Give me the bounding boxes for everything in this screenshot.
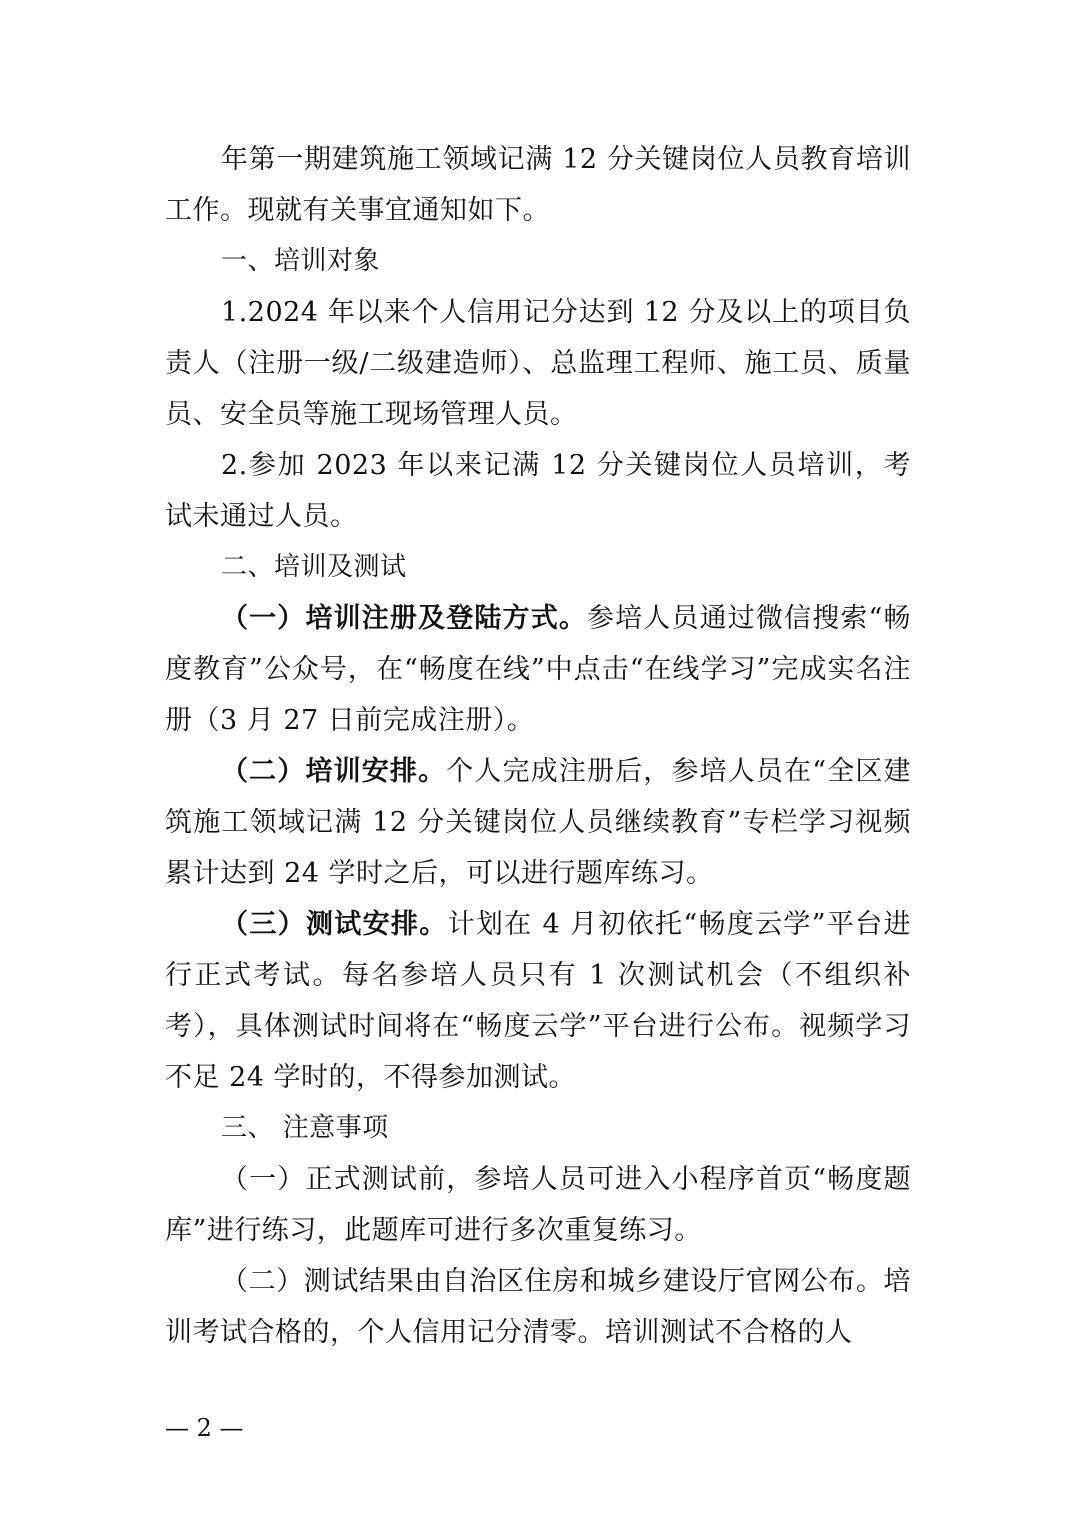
section-1-item-2: 2.参加 2023 年以来记满 12 分关键岗位人员培训，考试未通过人员。	[165, 450, 911, 532]
document-body	[165, 134, 911, 1358]
section-2-heading: 二、培训及测试	[221, 552, 407, 582]
section-2-item-1-lead: （一）培训注册及登陆方式。	[221, 603, 587, 634]
section-3-item-1: （一）正式测试前，参培人员可进入小程序首页“畅度题库”进行练习，此题库可进行多次重复练习。	[165, 1164, 911, 1246]
section-2-item-3	[165, 899, 911, 1103]
section-2-item-2-body: 个人完成注册后，参培人员在“全区建筑施工领域记满 12 分关键岗位人员继续教育”专栏学习视频累计达到 24 学时之后，可以进行题库练习。	[165, 756, 911, 889]
section-2-item-1-body: 参培人员通过微信搜索“畅度教育”公众号，在“畅度在线”中点击“在线学习”完成实名注册（3 月 27 日前完成注册）。	[165, 603, 911, 736]
section-2-item-3-body: 计划在 4 月初依托“畅度云学”平台进行正式考试。每名参培人员只有 1 次测试机会（不组织补考），具体测试时间将在“畅度云学”平台进行公布。视频学习不足 24 学时的，不得参加测试。	[165, 909, 911, 1093]
page-number: — 2 —	[165, 1414, 244, 1442]
section-2-item-3-lead: （三）测试安排。	[221, 909, 448, 940]
section-1-heading: 一、培训对象	[221, 246, 381, 276]
section-1-item-1: 1.2024 年以来个人信用记分达到 12 分及以上的项目负责人（注册一级/二级建造师）、总监理工程师、施工员、质量员、安全员等施工现场管理人员。	[165, 297, 911, 430]
section-3-item-2: （二）测试结果由自治区住房和城乡建设厅官网公布。培训考试合格的，个人信用记分清零。培训测试不合格的人	[165, 1266, 911, 1348]
section-2-item-2-lead: （二）培训安排。	[221, 756, 447, 787]
section-3-heading: 三、 注意事项	[221, 1113, 389, 1143]
section-2-item-2	[165, 746, 911, 899]
section-2-item-1	[165, 593, 911, 746]
intro-paragraph: 年第一期建筑施工领域记满 12 分关键岗位人员教育培训工作。现就有关事宜通知如下。	[165, 144, 911, 226]
